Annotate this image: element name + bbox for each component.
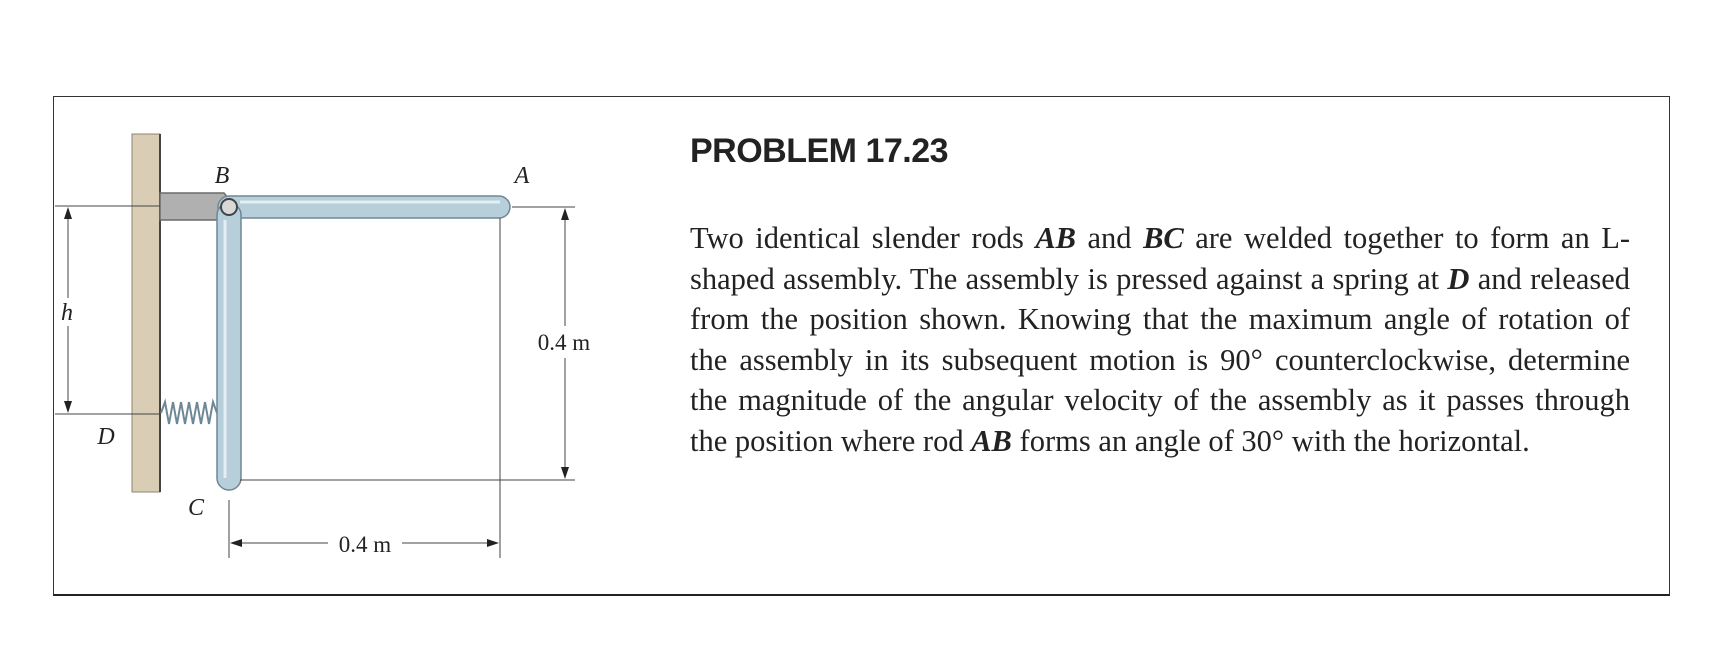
problem-title: PROBLEM 17.23	[690, 132, 949, 170]
text-part-italic: D	[1447, 261, 1470, 296]
text-part: forms an angle of 30° with the horizontal.	[1011, 423, 1530, 458]
vdim-arrow-down	[561, 467, 569, 479]
pin-b	[221, 199, 237, 215]
text-part: and released from the position shown. Knowing that the maximum angle of rotation of the assembly in its subsequent motion is 90° counterclockwise, determine the magnitude of the angular velocity of the assembly as it passes through the position where rod	[690, 261, 1631, 458]
text-part: are welded together to form an L-shaped assembly. The assembly is pressed against a spring at	[690, 221, 1630, 296]
label-b: B	[214, 163, 230, 189]
vdim-arrow-up	[561, 208, 569, 220]
text-part-italic: BC	[1143, 221, 1184, 255]
text-part: and	[1076, 221, 1144, 255]
dim-horizontal-label: 0.4 m	[338, 532, 392, 557]
hdim-arrow-left	[230, 539, 242, 547]
wall	[132, 134, 160, 492]
text-part-italic: AB	[971, 423, 1012, 458]
h-arrow-down	[64, 401, 72, 413]
rod-ab	[218, 196, 510, 218]
rod-bc	[217, 203, 241, 490]
label-h: h	[61, 300, 73, 326]
problem-statement	[690, 218, 1630, 461]
label-d: D	[97, 424, 115, 450]
label-a: A	[514, 163, 530, 189]
text-part: Two identical slender rods	[690, 221, 1036, 255]
h-arrow-up	[64, 207, 72, 219]
hdim-arrow-right	[487, 539, 499, 547]
spring	[161, 402, 217, 424]
dim-vertical-label: 0.4 m	[537, 330, 591, 355]
label-c: C	[187, 495, 205, 521]
text-part-italic: AB	[1035, 221, 1077, 255]
